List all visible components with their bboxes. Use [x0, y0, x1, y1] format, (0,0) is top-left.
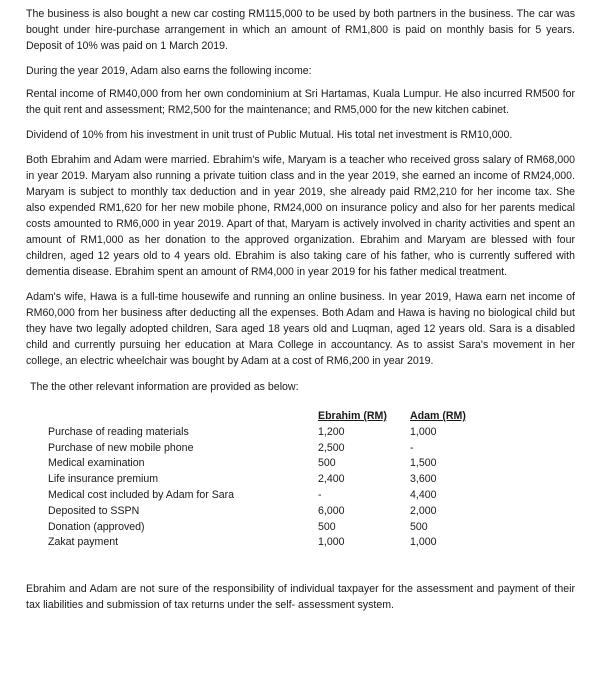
- paragraph-income-intro: During the year 2019, Adam also earns the following income:: [26, 65, 312, 77]
- table-row: [48, 520, 490, 536]
- relevant-info-table: [48, 409, 490, 551]
- ebrahim-value: 500: [318, 457, 336, 470]
- paragraph-rental-income: Rental income of RM40,000 from her own condominium at Sri Hartamas, Kuala Lumpur. He also incurred RM500 for the quit rent and assessment; RM2,500 for the maintenance; and RM5,000 for the new kitchen cabinet.: [26, 88, 575, 116]
- table-row: [48, 535, 490, 551]
- table-row: [48, 456, 490, 472]
- row-label: Life insurance premium: [48, 473, 159, 486]
- ebrahim-value: 2,500: [318, 441, 345, 454]
- paragraph-adam-family: Adam's wife, Hawa is a full-time housewife and running an online business. In year 2019, Hawa earn net income of RM60,000 from her business after deducting all the expenses. Both Adam and Hawa is having no biological child but they have two legally adopted children, Sara aged 18 years old and Luqman, aged 12 years old. Sara is a disabled child and currently pursuing her education at Mara College in accountancy. As to assist Sara's movement in her college, an electric wheelchair was bought by Adam at a cost of RM6,200 in year 2019.: [26, 291, 575, 367]
- header-adam: Adam (RM): [410, 410, 466, 422]
- row-label: Medical cost included by Adam for Sara: [48, 488, 235, 501]
- adam-value: 4,400: [410, 488, 437, 501]
- row-label: Deposited to SSPN: [48, 504, 140, 517]
- row-label: Purchase of reading materials: [48, 425, 189, 438]
- ebrahim-value: 1,200: [318, 425, 345, 438]
- paragraph-car-purchase: The business is also bought a new car costing RM115,000 to be used by both partners in the business. The car was bought under hire-purchase arrangement in which an amount of RM1,800 is paid on monthly basis for 5 years. Deposit of 10% was paid on 1 March 2019.: [26, 8, 575, 52]
- row-label: Donation (approved): [48, 520, 145, 533]
- paragraph-ebrahim-family: Both Ebrahim and Adam were married. Ebrahim's wife, Maryam is a teacher who received gross salary of RM68,000 in year 2019. Maryam also running a private tuition class and in the year 2019, she earned an income of RM24,000. Maryam is subject to monthly tax deduction and in year 2019, she already paid RM2,210 for her income tax. She also expended RM1,620 for her new mobile phone, RM24,000 on insurance policy and also for her parents medical costs amounted to RM6,000 in year 2019. Apart of that, Maryam is actively involved in charity activities and spent an amount of RM1,000 as her donation to the approved organization. Ebrahim and Maryam are blessed with four children, aged 12 years old to 4 years old. Ebrahim is also taking care of his father, who is currently suffered with dementia disease. Ebrahim spent an amount of RM4,000 in year 2019 for his father medical treatment.: [26, 154, 575, 278]
- row-label: Purchase of new mobile phone: [48, 441, 194, 454]
- info-intro: The the other relevant information are provided as below:: [30, 381, 299, 393]
- adam-value: 1,000: [410, 425, 437, 438]
- ebrahim-value: 6,000: [318, 504, 345, 517]
- paragraph-dividend: Dividend of 10% from his investment in unit trust of Public Mutual. His total net investment is RM10,000.: [26, 129, 513, 141]
- table-row: [48, 488, 490, 504]
- header-ebrahim: Ebrahim (RM): [318, 410, 387, 422]
- ebrahim-value: 2,400: [318, 473, 345, 486]
- row-label: Zakat payment: [48, 536, 119, 549]
- ebrahim-value: 500: [318, 520, 336, 533]
- row-label: Medical examination: [48, 457, 145, 470]
- adam-value: -: [410, 441, 414, 454]
- adam-value: 500: [410, 520, 428, 533]
- ebrahim-value: -: [318, 488, 322, 501]
- paragraph-closing: Ebrahim and Adam are not sure of the responsibility of individual taxpayer for the assessment and payment of their tax liabilities and submission of tax returns under the self- assessment system.: [26, 583, 575, 612]
- adam-value: 3,600: [410, 473, 437, 486]
- adam-value: 1,500: [410, 457, 437, 470]
- table-row: [48, 425, 490, 441]
- table-row: [48, 441, 490, 457]
- table-header-row: [48, 409, 490, 425]
- adam-value: 1,000: [410, 536, 437, 549]
- table-header-blank: [48, 409, 318, 425]
- table-row: [48, 504, 490, 520]
- table-row: [48, 472, 490, 488]
- ebrahim-value: 1,000: [318, 536, 345, 549]
- adam-value: 2,000: [410, 504, 437, 517]
